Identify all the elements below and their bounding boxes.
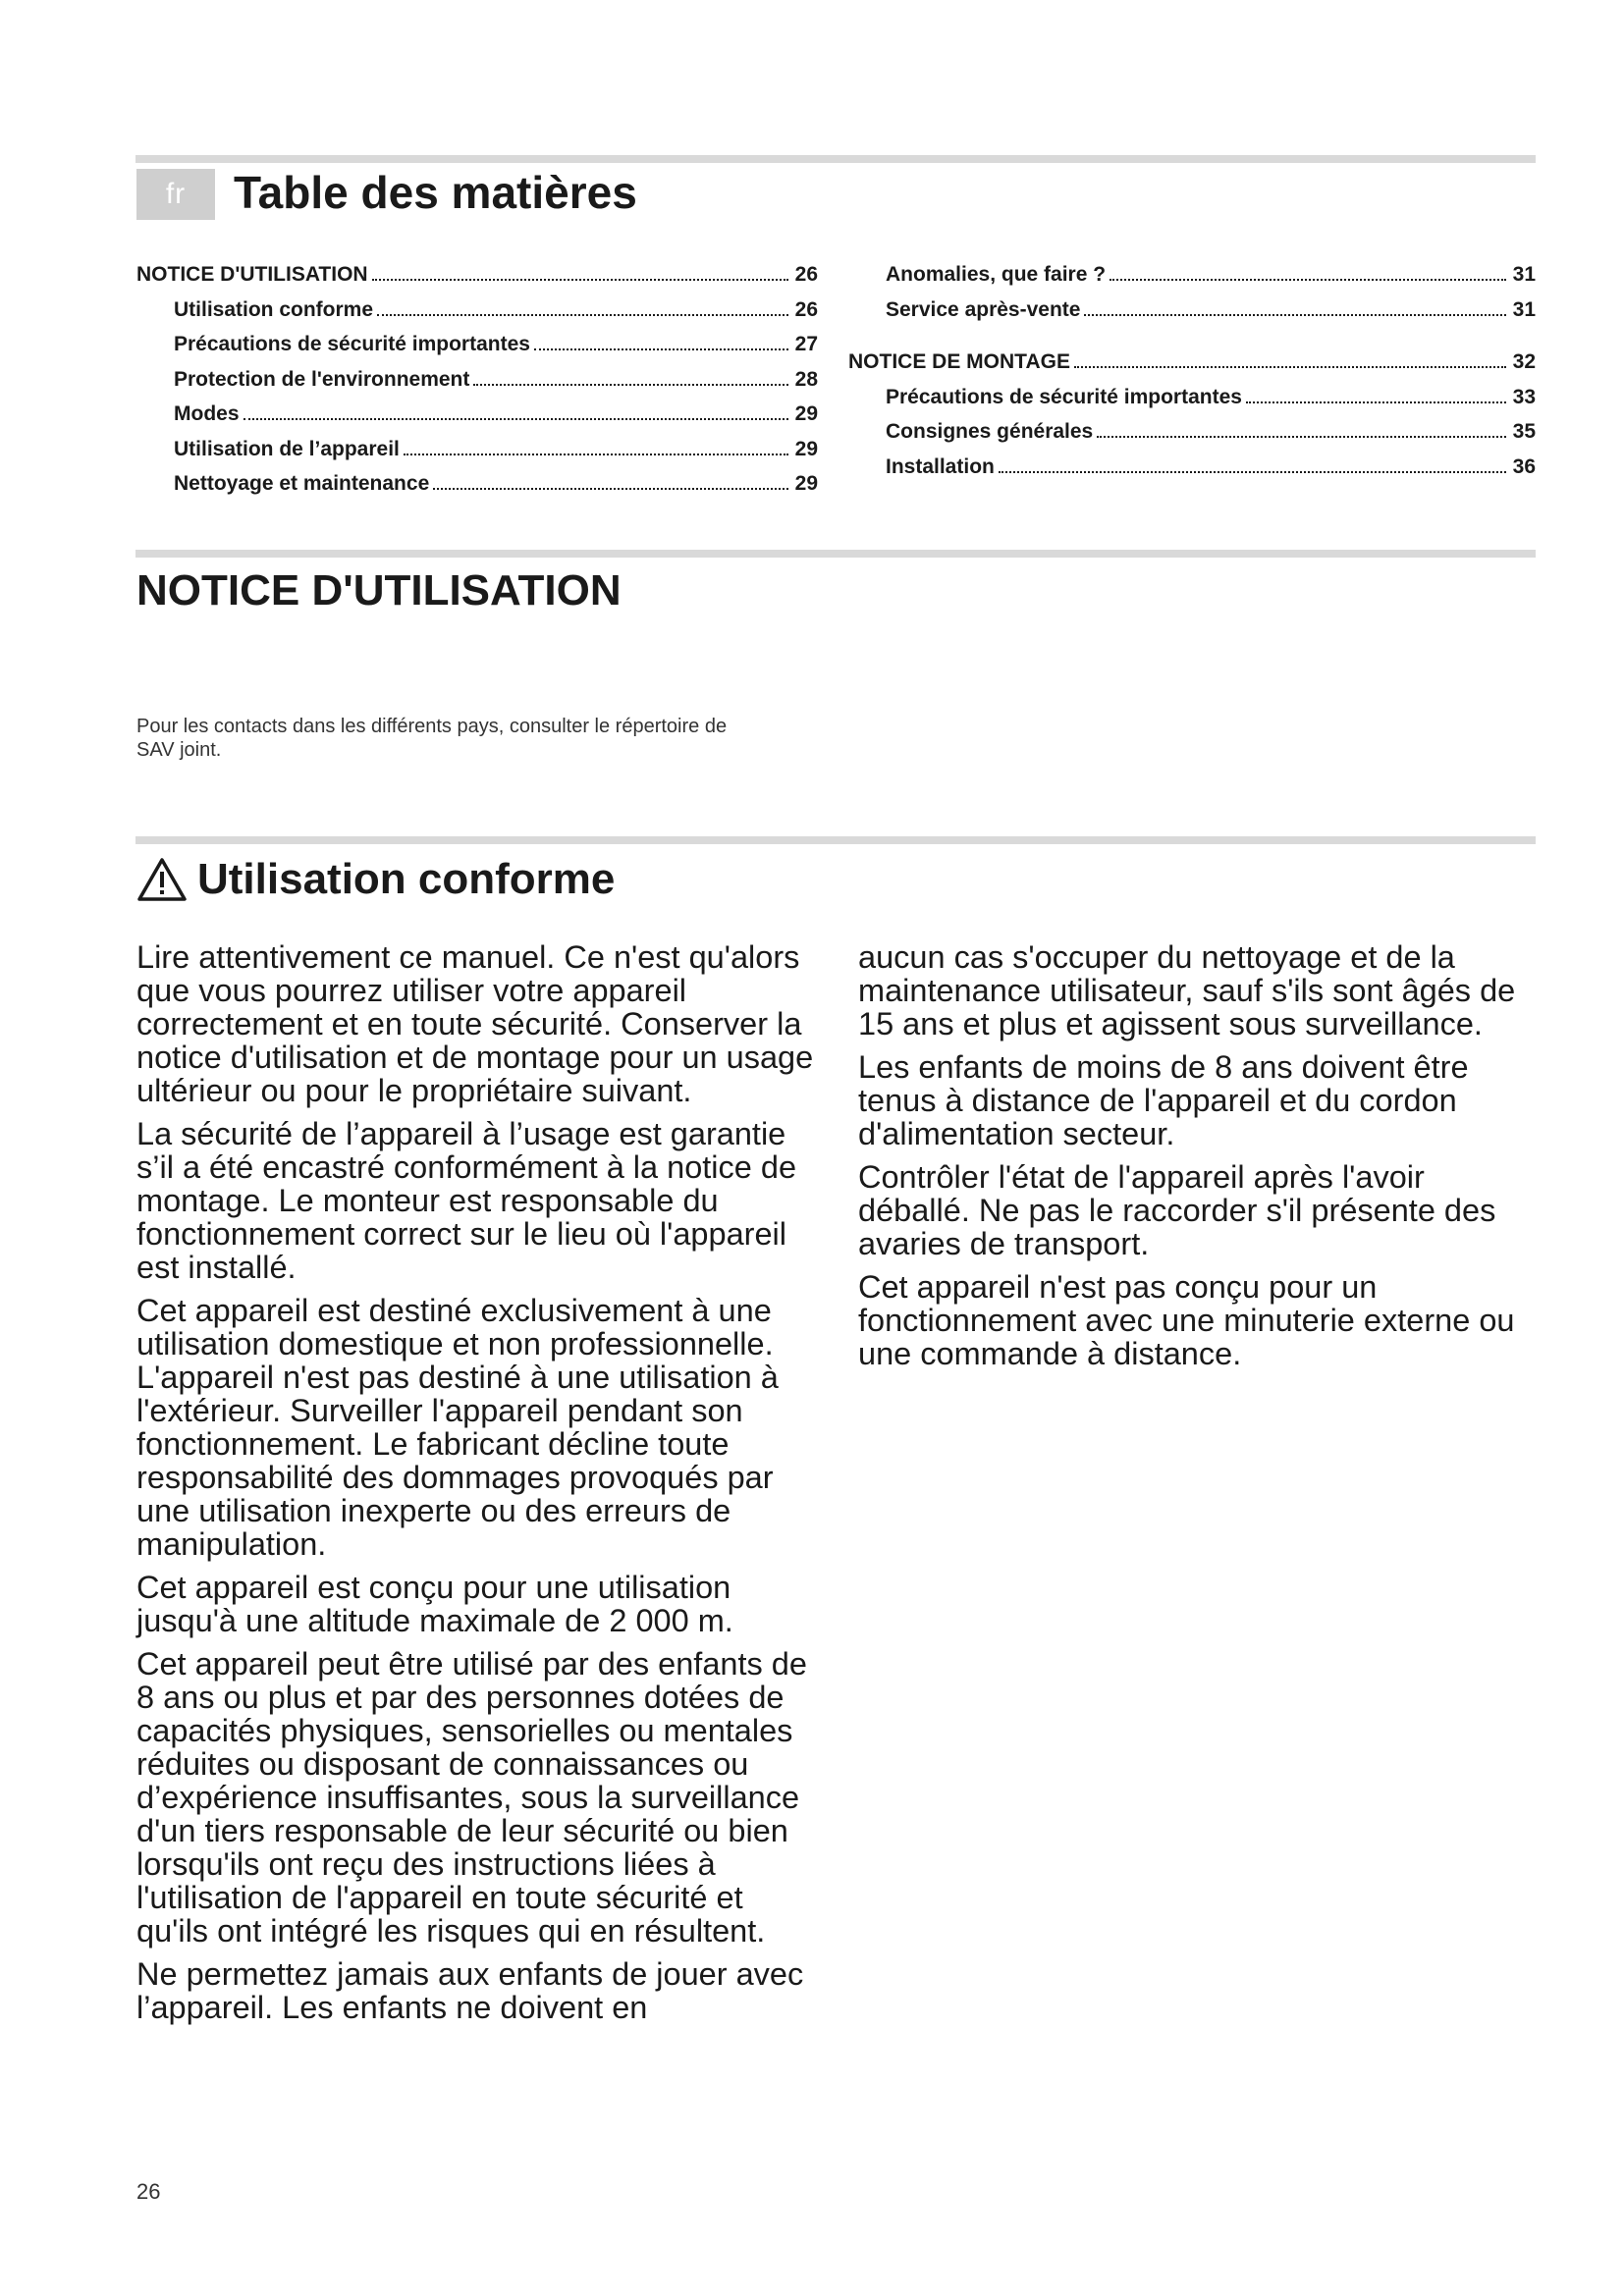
paragraph: Ne permettez jamais aux enfants de jouer avec l’appareil. Les enfants ne doivent en bbox=[136, 1956, 804, 2025]
paragraph: La sécurité de l’appareil à l’usage est garantie s’il a été encastré conformément à la notice de montage. Le monteur est responsable du fonctionnement correct sur le lieu où l'appareil est installé. bbox=[136, 1116, 797, 1285]
toc-entry-label: Anomalies, que faire ? bbox=[886, 263, 1107, 286]
toc-entry[interactable] bbox=[848, 380, 1536, 415]
paragraph: Lire attentivement ce manuel. Ce n'est qu'alors que vous pourrez utiliser votre appareil correctement et en toute sécurité. Conserver la notice d'utilisation et de montage pour un usage ultérieur ou pour le propriétaire suivant. bbox=[136, 939, 814, 1108]
toc-entry-page: 28 bbox=[794, 367, 818, 391]
toc-entry-page: 27 bbox=[794, 333, 818, 355]
toc-entry-page: 31 bbox=[1512, 263, 1536, 286]
toc-column-right bbox=[848, 257, 1536, 484]
toc-entry-label: NOTICE D'UTILISATION bbox=[136, 263, 368, 286]
language-badge: fr bbox=[136, 169, 215, 220]
toc-leader-dots bbox=[377, 314, 788, 316]
toc-entry[interactable] bbox=[136, 466, 818, 502]
body-column-right bbox=[858, 940, 1536, 1380]
toc-entry-label: Modes bbox=[174, 402, 240, 425]
toc-entry[interactable] bbox=[848, 414, 1536, 450]
toc-leader-dots bbox=[433, 488, 788, 490]
paragraph: Cet appareil n'est pas conçu pour un fonctionnement avec une minuterie externe ou une commande à distance. bbox=[858, 1269, 1515, 1371]
warning-icon bbox=[136, 857, 188, 902]
paragraph: Cet appareil est destiné exclusivement à une utilisation domestique et non professionnelle. L'appareil n'est pas destiné à une utilisation à l'extérieur. Surveiller l'appareil pendant son fonctionnement. Le fabricant décline toute responsabilité des dommages provoqués par une utilisation inexperte ou des erreurs de manipulation. bbox=[136, 1293, 779, 1562]
paragraph: Cet appareil peut être utilisé par des enfants de 8 ans ou plus et par des personnes dotées de capacités physiques, sensorielles ou mentales réduites ou disposant de connaissances ou d’expérience insuffisantes, sous la surveillance d'un tiers responsable de leur sécurité ou bien lorsqu'ils ont reçu des instructions liées à l'utilisation de l'appareil en toute sécurité et qu'ils ont intégré les risques qui en résultent. bbox=[136, 1646, 807, 1949]
toc-entry[interactable] bbox=[136, 362, 818, 398]
toc-leader-dots bbox=[999, 471, 1506, 473]
section-rule bbox=[135, 550, 1536, 558]
toc-entry[interactable] bbox=[848, 257, 1536, 293]
toc-leader-dots bbox=[404, 454, 788, 455]
toc-entry[interactable] bbox=[136, 432, 818, 467]
paragraph: Cet appareil est conçu pour une utilisation jusqu'à une altitude maximale de 2 000 m. bbox=[136, 1570, 733, 1638]
toc-entry-page: 31 bbox=[1512, 297, 1536, 321]
toc-entry[interactable] bbox=[136, 397, 818, 432]
toc-column-left bbox=[136, 257, 818, 502]
page-number: 26 bbox=[136, 2179, 161, 2204]
paragraph: Contrôler l'état de l'appareil après l'avoir déballé. Ne pas le raccorder s'il présente des avaries de transport. bbox=[858, 1159, 1496, 1261]
subsection-title: Utilisation conforme bbox=[197, 855, 616, 903]
contact-note: Pour les contacts dans les différents pays, consulter le répertoire de SAV joint. bbox=[136, 716, 728, 761]
toc-entry-label: Protection de l'environnement bbox=[174, 367, 470, 391]
paragraph: aucun cas s'occuper du nettoyage et de la maintenance utilisateur, sauf s'ils sont âgés de 15 ans et plus et agissent sous surveillance. bbox=[858, 939, 1516, 1041]
toc-leader-dots bbox=[1084, 314, 1506, 316]
toc-entry-page: 33 bbox=[1512, 385, 1536, 408]
toc-entry-label: Utilisation de l’appareil bbox=[174, 437, 400, 460]
toc-leader-dots bbox=[372, 279, 788, 281]
toc-entry-label: Nettoyage et maintenance bbox=[174, 472, 430, 495]
subsection-heading bbox=[136, 850, 615, 909]
toc-leader-dots bbox=[473, 384, 788, 386]
toc-leader-dots bbox=[1097, 436, 1506, 438]
toc-leader-dots bbox=[1074, 366, 1506, 368]
toc-leader-dots bbox=[534, 348, 788, 350]
toc-entry[interactable] bbox=[136, 257, 818, 293]
toc-leader-dots bbox=[244, 418, 788, 420]
toc-leader-dots bbox=[1110, 279, 1506, 281]
toc-entry-page: 26 bbox=[794, 297, 818, 321]
toc-entry-label: Service après-vente bbox=[886, 297, 1081, 321]
toc-entry[interactable] bbox=[136, 327, 818, 362]
toc-entry-page: 29 bbox=[794, 472, 818, 495]
toc-entry[interactable] bbox=[848, 293, 1536, 328]
toc-entry-page: 26 bbox=[794, 263, 818, 286]
toc-leader-dots bbox=[1246, 401, 1506, 403]
toc-entry-label: Précautions de sécurité importantes bbox=[174, 333, 530, 355]
toc-entry-label: Utilisation conforme bbox=[174, 297, 374, 321]
toc-entry-label: Consignes générales bbox=[886, 420, 1094, 443]
toc-entry-page: 29 bbox=[794, 402, 818, 425]
section-title: NOTICE D'UTILISATION bbox=[136, 566, 622, 614]
toc-entry-label: NOTICE DE MONTAGE bbox=[848, 350, 1070, 373]
toc-entry-page: 32 bbox=[1512, 350, 1536, 373]
toc-entry-page: 35 bbox=[1512, 420, 1536, 443]
toc-entry[interactable] bbox=[136, 293, 818, 328]
toc-entry-label: Précautions de sécurité importantes bbox=[886, 385, 1242, 408]
body-column-left bbox=[136, 940, 814, 2034]
toc-title: Table des matières bbox=[234, 167, 637, 218]
toc-entry[interactable] bbox=[848, 345, 1536, 380]
paragraph: Les enfants de moins de 8 ans doivent être tenus à distance de l'appareil et du cordon d'alimentation secteur. bbox=[858, 1049, 1469, 1151]
subsection-rule bbox=[135, 836, 1536, 844]
top-rule bbox=[135, 155, 1536, 163]
toc-entry-label: Installation bbox=[886, 454, 995, 478]
toc-entry[interactable] bbox=[848, 450, 1536, 485]
toc-entry-page: 29 bbox=[794, 437, 818, 460]
toc-entry-page: 36 bbox=[1512, 454, 1536, 478]
